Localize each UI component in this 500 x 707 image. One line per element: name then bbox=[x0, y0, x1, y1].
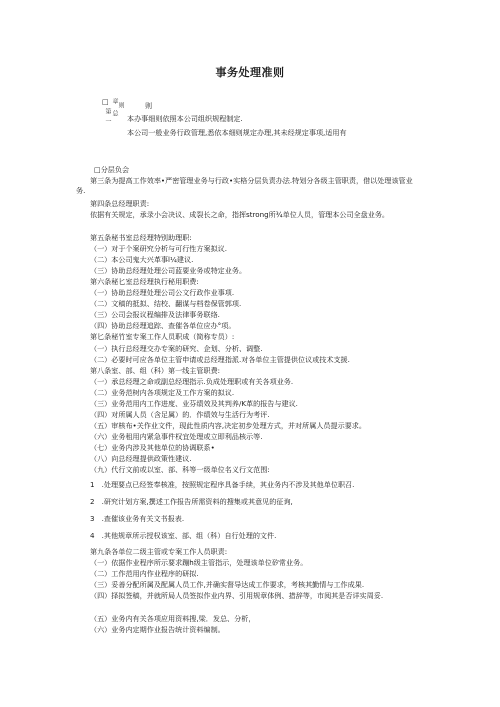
list-item: （五）审核布•关作业文件，现此性质内容,决定初步处理方式，并对所属人员提示要求。 bbox=[90, 421, 366, 430]
list-item: （六）业务内定期作业报告统计资料编制。 bbox=[90, 625, 225, 634]
article-heading: 第匕条秘竹室专案工作人员职成（简称专员）: bbox=[90, 332, 235, 341]
list-item: （三）公司会报议程编排及法律事务联络. bbox=[90, 310, 220, 319]
list-item: （二）本公司鬼大兴革事l¼建议. bbox=[90, 255, 194, 264]
list-item: （七）业务内涉及其他单位的协调联系• bbox=[90, 443, 215, 452]
list-item: （四）择拟签稿，并就所局人员签拟作业内界、引用规章体例、措辞等，市阅其是否详实周妥. bbox=[90, 591, 384, 600]
list-item: （八）向总经理提供政策性建议. bbox=[90, 454, 192, 463]
article-heading: 第六条秘匕室总经理执行秘用职费: bbox=[90, 277, 199, 286]
side-char-5: 则 bbox=[117, 102, 124, 108]
chapter-vertical-heading bbox=[102, 98, 124, 142]
checkbox-glyph: □ bbox=[102, 98, 109, 106]
article-heading: 第五条秘书室总经理特别助理职: bbox=[90, 233, 192, 242]
list-item: （二）文稿的抵拟、结校、翻谋与档卷保管郭项. bbox=[90, 299, 242, 308]
article-heading: 第八条室、部、组（科）第一线主管职费: bbox=[90, 366, 221, 375]
article-heading: 第四条总经理职责: bbox=[90, 199, 150, 208]
list-item: （四）对所属人员（含足属）的．作绩效与生活行为考评. bbox=[90, 410, 270, 419]
numbered-item: 2 .研究计划方案,撰述工作报告所需资料的搜集或其意见的征询, bbox=[90, 497, 293, 506]
list-item: （二）业务范树内各项规定及工作方案的拟议. bbox=[90, 388, 235, 397]
list-item: （六）业务租用内紧急事件权宜处理或立即利品核示等. bbox=[90, 432, 263, 441]
list-item: （一）执行总经理交办专案的研究、企划、分析、调整. bbox=[90, 344, 263, 353]
list-item: （一）对于个案研究分析与可行性方案拟议. bbox=[90, 244, 228, 253]
article-heading: 第九条各单位二级主管或专案工作人员职责: bbox=[90, 547, 228, 556]
document-title: 事务处理准则 bbox=[215, 66, 285, 79]
list-item: （二）必要时可应各单位主管申请或总经理指派.对各单位主管提供位议或技术支援. bbox=[90, 355, 350, 364]
numbered-item: 1 .处理要点已经签奉核准，按照规定程序具备手续，其业务内不涉及其他单位职召. bbox=[90, 480, 355, 489]
section-heading: □分层负会 bbox=[94, 165, 130, 174]
list-item: （一）协助总经理处理公司公文行政作业事项. bbox=[90, 288, 235, 297]
text-line: 本办事细则依照本公司组织规程制定. bbox=[127, 114, 243, 123]
side-char-3: 章 bbox=[111, 98, 118, 104]
numbered-item: 3 .查催该业务有关文书报表. bbox=[90, 514, 185, 523]
side-char-1: 第 bbox=[104, 108, 111, 114]
numbered-item: 4 .其他规章所示授权该室、部、组（科）自行处理的文件. bbox=[90, 531, 277, 540]
list-item: （五）业务内有关各项应用资料搜,梁．发总、分析， bbox=[90, 614, 256, 623]
paragraph: 依据有关规定，承录小会决议、成裂长之命，指挥strong所¾单位人员，管理本公司全盘业务。 bbox=[90, 210, 390, 219]
text-line: 则 bbox=[145, 101, 153, 110]
list-item: （二）工作范用内作业程序的研拟. bbox=[90, 569, 199, 578]
list-item: （九）代行文前或以室、部、科等一级单位名义行文范围: bbox=[90, 465, 270, 474]
text-line: 本公司一般业务行政管理,悉依本细则规定办理,其未经规定事项,适用有 bbox=[127, 128, 347, 137]
side-char-2: 一 bbox=[104, 118, 111, 124]
list-item: （三）协助总经理处理公司蓝要业务或特定业务。 bbox=[90, 266, 247, 275]
side-char-4: 总 bbox=[111, 110, 118, 116]
list-item: （三）妥善分配所属及配属人员工作,并确实督导达成工作要求，考核其勤情与工作成果. bbox=[90, 580, 365, 589]
paragraph: 第三条为提高工作效率•严密管理业务与行政•实格分层负责办法.特划分各级主管职责，借以处理该管业务. bbox=[76, 176, 413, 195]
list-item: （四）协助总经理追踪、查催各单位应办°项。 bbox=[90, 321, 236, 330]
list-item: （一）承总经理之命或副总经理指示.负成处理职或有关各项业务. bbox=[90, 377, 294, 386]
list-item: （三）业务范用内工作进度、业芬绩效及其判养/K革的报告与建议. bbox=[90, 399, 298, 408]
list-item: （一）依据作业程序所示要求蹦h级主管指示，处理该单位矽常业务。 bbox=[90, 558, 308, 567]
